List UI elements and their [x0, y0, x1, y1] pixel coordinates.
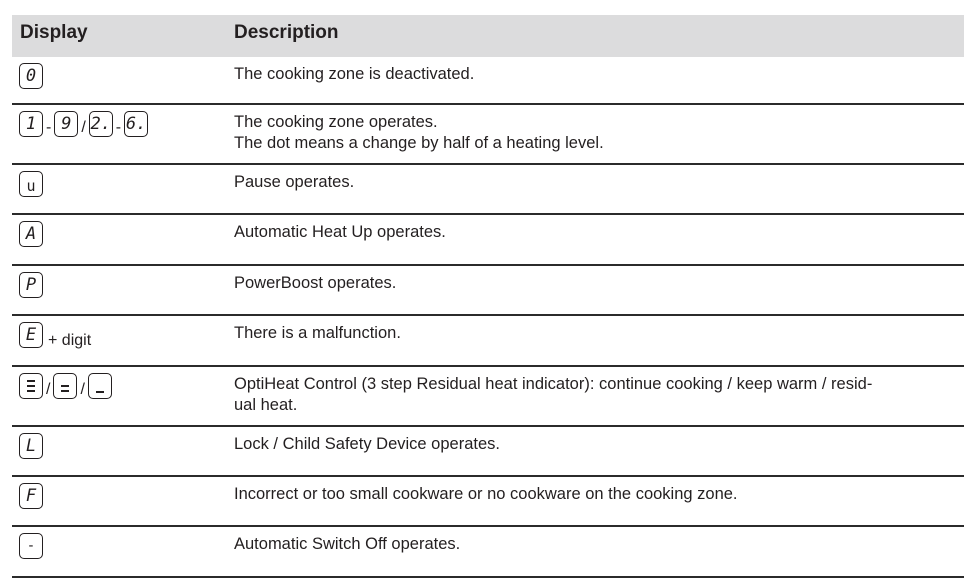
table-row: [12, 165, 964, 215]
residual-heat-2-bars-icon: [53, 373, 77, 399]
display-cell: [19, 171, 43, 197]
seven-segment-e-icon: E: [19, 322, 43, 348]
description-line: There is a malfunction.: [234, 324, 401, 342]
slash-separator: /: [80, 381, 85, 398]
description-line: Automatic Heat Up operates.: [234, 223, 446, 241]
table-row: [12, 477, 964, 527]
description-cell: [234, 222, 446, 243]
seven-segment-9-icon: 9: [54, 111, 78, 137]
column-header-display: Display: [20, 22, 88, 43]
description-cell: [234, 172, 354, 193]
range-separator: -: [46, 119, 52, 136]
seven-segment-1-icon: 1: [19, 111, 43, 137]
description-line: Lock / Child Safety Device operates.: [234, 435, 500, 453]
column-header-description: Description: [234, 22, 339, 43]
description-line: Pause operates.: [234, 173, 355, 191]
table-header: [12, 15, 964, 57]
display-cell: [19, 63, 43, 89]
display-cell: [19, 373, 112, 399]
display-cell: [19, 433, 43, 459]
description-line: PowerBoost operates.: [234, 274, 397, 292]
description-line: The dot means a change by half of a heating level.: [234, 134, 604, 152]
seven-segment-p-icon: P: [19, 272, 43, 298]
description-line: ual heat.: [234, 396, 298, 414]
seven-segment-dash-icon: -: [19, 533, 43, 559]
seven-segment-l-icon: L: [19, 433, 43, 459]
slash-separator: /: [81, 119, 86, 136]
seven-segment-a-icon: A: [19, 221, 43, 247]
description-line: The cooking zone operates.: [234, 113, 438, 131]
description-cell: [234, 434, 500, 455]
table-row: [12, 105, 964, 165]
seven-segment-6-dot-icon: 6.: [124, 111, 148, 137]
display-symbols-table: [12, 15, 964, 578]
description-line: The cooking zone is deactivated.: [234, 65, 475, 83]
table-row: [12, 316, 964, 367]
description-line: OptiHeat Control (3 step Residual heat indicator): continue cooking / keep warm / resid-: [234, 375, 873, 393]
display-cell: [19, 272, 43, 298]
display-cell: [19, 483, 43, 509]
description-cell: [234, 64, 474, 85]
description-cell: [234, 484, 738, 505]
description-cell: [234, 534, 460, 555]
display-cell: [19, 322, 91, 348]
seven-segment-2-dot-icon: 2.: [89, 111, 113, 137]
table-row: [12, 215, 964, 266]
table-row: [12, 527, 964, 578]
range-separator: -: [115, 119, 122, 136]
table-row: [12, 367, 964, 427]
seven-segment-0-icon: 0: [19, 63, 43, 89]
description-line: Automatic Switch Off operates.: [234, 535, 461, 553]
table-row: [12, 266, 964, 316]
description-line: Incorrect or too small cookware or no cookware on the cooking zone.: [234, 485, 738, 503]
digit-suffix: + digit: [48, 332, 92, 349]
description-cell: [234, 112, 604, 154]
description-cell: [234, 323, 401, 344]
slash-separator: /: [46, 381, 51, 398]
seven-segment-f-icon: F: [19, 483, 43, 509]
display-cell: [19, 111, 148, 137]
table-row: [12, 427, 964, 477]
description-cell: [234, 273, 396, 294]
display-cell: [19, 533, 43, 559]
display-cell: [19, 221, 43, 247]
seven-segment-u-icon: u: [19, 171, 43, 197]
residual-heat-1-bar-icon: [88, 373, 112, 399]
residual-heat-3-bars-icon: [19, 373, 43, 399]
table-row: [12, 57, 964, 105]
description-cell: [234, 374, 872, 416]
